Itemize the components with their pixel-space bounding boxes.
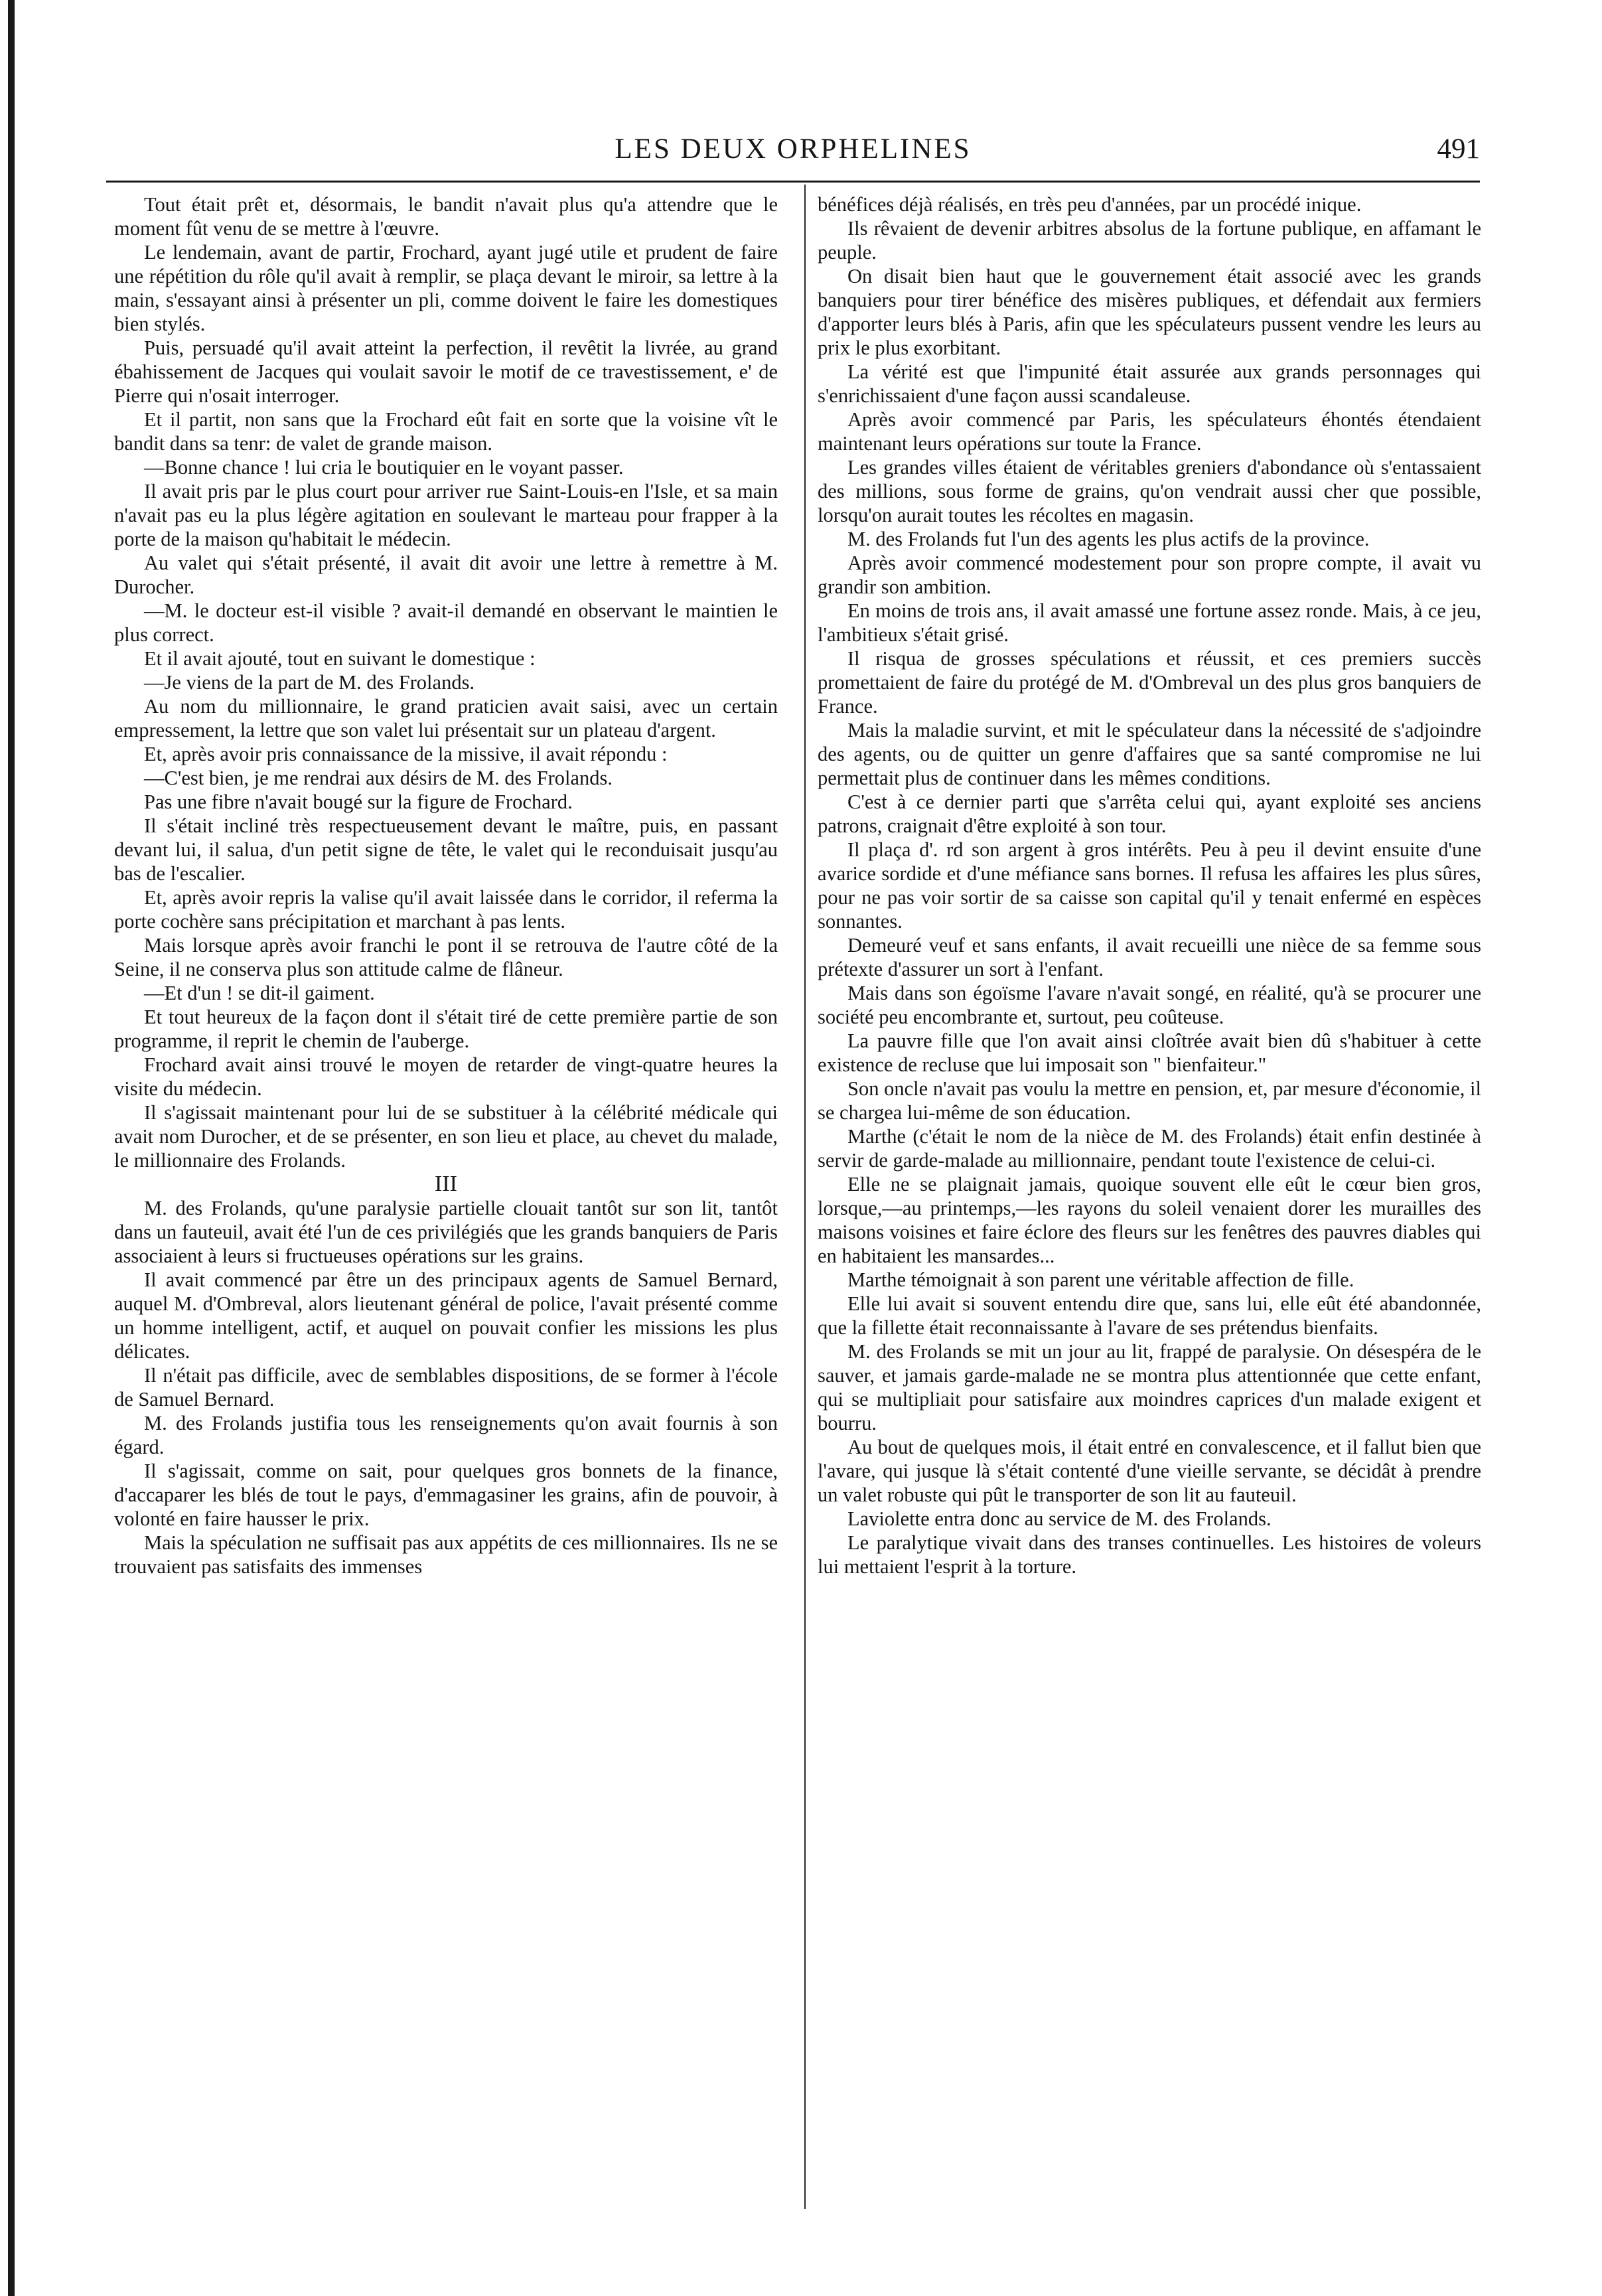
paragraph: Il avait commencé par être un des principaux agents de Samuel Bernard, auquel M. d'Ombreval, alors lieutenant général de police, l'avait présenté comme un homme intelligent, actif, et auquel on pouvait confier les missions les plus délicates. [114,1268,778,1363]
left-paragraphs-after [114,1196,778,1578]
paragraph: Elle ne se plaignait jamais, quoique souvent elle eût le cœur bien gros, lorsque,—au printemps,—les rayons du soleil venaient dorer les murailles des maisons voisines et faire éclore des fleurs sur les fenêtres des pauvres diables qui en habitaient les mansardes... [818,1173,1481,1267]
paragraph: Mais dans son égoïsme l'avare n'avait songé, en réalité, qu'à se procurer une société peu encombrante et, surtout, peu coûteuse. [818,982,1481,1028]
paragraph: Mais la maladie survint, et mit le spéculateur dans la nécessité de s'adjoindre des agents, ou de quitter un genre d'affaires que sa santé compromise ne lui permettait plus de continuer dans les mêmes conditions. [818,719,1481,789]
paragraph: Et, après avoir pris connaissance de la missive, il avait répondu : [144,743,668,765]
paragraph: Il risqua de grosses spéculations et réussit, et ces premiers succès promettaient de faire du protégé de M. d'Ombreval un des plus gros banquiers de France. [818,647,1481,718]
paragraph: Le lendemain, avant de partir, Frochard, ayant jugé utile et prudent de faire une répétition du rôle qu'il avait à remplir, se plaça devant le miroir, sa lettre à la main, s'essayant ainsi à présenter un pli, comme doivent le faire les domestiques bien stylés. [114,241,778,335]
paragraph: Et il partit, non sans que la Frochard eût fait en sorte que la voisine vît le bandit dans sa tenr: de valet de grande maison. [114,408,778,455]
paragraph: —Et d'un ! se dit-il gaiment. [144,982,375,1004]
binding-edge [8,0,15,2296]
paragraph: Au bout de quelques mois, il était entré en convalescence, et il fallut bien que l'avare, qui jusque là s'était contenté d'une vieille servante, se décidât à prendre un valet robuste qui pût le transporter de son lit au fauteuil. [818,1436,1481,1506]
paragraph: Les grandes villes étaient de véritables greniers d'abondance où s'entassaient des millions, sous forme de grains, qu'on vendrait aussi cher que possible, lorsqu'on aurait toutes les récoltes en magasin. [818,456,1481,526]
paragraph: Il avait pris par le plus court pour arriver rue Saint-Louis-en l'Isle, et sa main n'avait pas eu la plus légère agitation en soulevant le marteau pour frapper à la porte de la maison qu'habitait le médecin. [114,480,778,550]
paragraph: Marthe témoignait à son parent une véritable affection de fille. [847,1268,1354,1291]
paragraph: Elle lui avait si souvent entendu dire que, sans lui, elle eût été abandonnée, que la fillette était reconnaissante à l'avare de ses prétendus bienfaits. [818,1292,1481,1339]
paragraph: Mais lorsque après avoir franchi le pont il se retrouva de l'autre côté de la Seine, il ne conserva plus son attitude calme de flâneur. [114,934,778,980]
paragraph: —Bonne chance ! lui cria le boutiquier en le voyant passer. [144,456,624,479]
continued-line: bénéfices déjà réalisés, en très peu d'années, par un procédé inique. [818,193,1362,216]
running-title: LES DEUX ORPHELINES [615,133,972,165]
page-number: 491 [1437,133,1480,165]
paragraph: C'est à ce dernier parti que s'arrêta celui qui, ayant exploité ses anciens patrons, craignait d'être exploité à son tour. [818,791,1481,837]
header-rule [106,181,1480,183]
paragraph: Il s'était incliné très respectueusement devant le maître, puis, en passant devant lui, il salua, d'un petit signe de tête, le valet qui le reconduisait jusqu'au bas de l'escalier. [114,814,778,885]
paragraph: Son oncle n'avait pas voulu la mettre en pension, et, par mesure d'économie, il se chargea lui-même de son éducation. [818,1077,1481,1124]
paragraph: Après avoir commencé par Paris, les spéculateurs éhontés étendaient maintenant leurs opérations sur toute la France. [818,408,1481,455]
paragraph: M. des Frolands, qu'une paralysie partielle clouait tantôt sur son lit, tantôt dans un fauteuil, avait été l'un de ces privilégiés que les grands banquiers de Paris associaient à leurs si fructueuses opérations sur les grains. [114,1197,778,1267]
paragraph: M. des Frolands fut l'un des agents les plus actifs de la province. [847,528,1370,550]
paragraph: Tout était prêt et, désormais, le bandit n'avait plus qu'a attendre que le moment fût venu de se mettre à l'œuvre. [114,193,778,240]
paragraph: Ils rêvaient de devenir arbitres absolus de la fortune publique, en affamant le peuple. [818,217,1481,264]
paragraph: On disait bien haut que le gouvernement était associé avec les grands banquiers pour tirer bénéfice des misères publiques, et défendait aux fermiers d'apporter leurs blés à Paris, afin que les spéculateurs pussent vendre les leurs au prix le plus exorbitant. [818,265,1481,359]
paragraph: Il plaça d'. rd son argent à gros intérêts. Peu à peu il devint ensuite d'une avarice sordide et d'une méfiance sans bornes. Il refusa les affaires les plus sûres, pour ne pas voir sortir de sa caisse son capital qu'il y tenait enfermé en espèces sonnantes. [818,838,1481,933]
page-header [106,133,1480,173]
paragraph: Au nom du millionnaire, le grand praticien avait saisi, avec un certain empressement, la lettre que son valet lui présentait sur un plateau d'argent. [114,695,778,741]
paragraph: En moins de trois ans, il avait amassé une fortune assez ronde. Mais, à ce jeu, l'ambitieux s'était grisé. [818,599,1481,646]
paragraph: —Je viens de la part de M. des Frolands. [144,671,475,694]
paragraph: Pas une fibre n'avait bougé sur la figure de Frochard. [144,791,573,813]
paragraph: Laviolette entra donc au service de M. des Frolands. [847,1507,1272,1530]
paragraph: Et, après avoir repris la valise qu'il avait laissée dans le corridor, il referma la porte cochère sans précipitation et marchant à pas lents. [114,886,778,933]
paragraph: Et tout heureux de la façon dont il s'était tiré de cette première partie de son programme, il reprit le chemin de l'auberge. [114,1006,778,1052]
paragraph: Et il avait ajouté, tout en suivant le domestique : [144,647,536,670]
paragraph: Marthe (c'était le nom de la nièce de M. des Frolands) était enfin destinée à servir de garde-malade au millionnaire, pendant toute l'existence de celui-ci. [818,1125,1481,1172]
paragraph: La pauvre fille que l'on avait ainsi cloîtrée avait bien dû s'habituer à cette existence de recluse que lui imposait son " bienfaiteur." [818,1030,1481,1076]
paragraph: Puis, persuadé qu'il avait atteint la perfection, il revêtit la livrée, au grand ébahissement de Jacques qui voulait savoir le motif de ce travestissement, e' de Pierre qui n'osait interroger. [114,337,778,407]
left-column [114,192,778,2237]
right-column [818,192,1481,2237]
paragraph: Au valet qui s'était présenté, il avait dit avoir une lettre à remettre à M. Durocher. [114,552,778,598]
paragraph: Après avoir commencé modestement pour son propre compte, il avait vu grandir son ambition. [818,552,1481,598]
section-heading: III [435,1172,457,1196]
paragraph: Il s'agissait, comme on sait, pour quelques gros bonnets de la finance, d'accaparer les blés de tout le pays, d'emmagasiner les grains, afin de pouvoir, à volonté en faire hausser le prix. [114,1460,778,1530]
paragraph: Demeuré veuf et sans enfants, il avait recueilli une nièce de sa femme sous prétexte d'assurer un sort à l'enfant. [818,934,1481,980]
paragraph: —M. le docteur est-il visible ? avait-il demandé en observant le maintien le plus correct. [114,599,778,646]
column-divider [804,185,806,2209]
paragraph: Le paralytique vivait dans des transes continuelles. Les histoires de voleurs lui mettaient l'esprit à la torture. [818,1531,1481,1578]
paragraph: Il n'était pas difficile, avec de semblables dispositions, de se former à l'école de Samuel Bernard. [114,1364,778,1411]
paragraph: La vérité est que l'impunité était assurée aux grands personnages qui s'enrichissaient d'une façon aussi scandaleuse. [818,360,1481,407]
paragraph: —C'est bien, je me rendrai aux désirs de M. des Frolands. [144,767,613,789]
paragraph: M. des Frolands justifia tous les renseignements qu'on avait fournis à son égard. [114,1412,778,1458]
left-paragraphs-before [114,192,778,1172]
paragraph: M. des Frolands se mit un jour au lit, frappé de paralysie. On désespéra de le sauver, et jamais garde-malade ne se montra plus attentionnée que cette enfant, qui se multipliait pour satisfaire aux moindres caprices d'un malade exigent et bourru. [818,1340,1481,1434]
paragraph: Il s'agissait maintenant pour lui de se substituer à la célébrité médicale qui avait nom Durocher, et de se présenter, en son lieu et place, au chevet du malade, le millionnaire des Frolands. [114,1101,778,1172]
paragraph: Frochard avait ainsi trouvé le moyen de retarder de vingt-quatre heures la visite du médecin. [114,1053,778,1100]
paragraph: Mais la spéculation ne suffisait pas aux appétits de ces millionnaires. Ils ne se trouvaient pas satisfaits des immenses [114,1531,778,1578]
